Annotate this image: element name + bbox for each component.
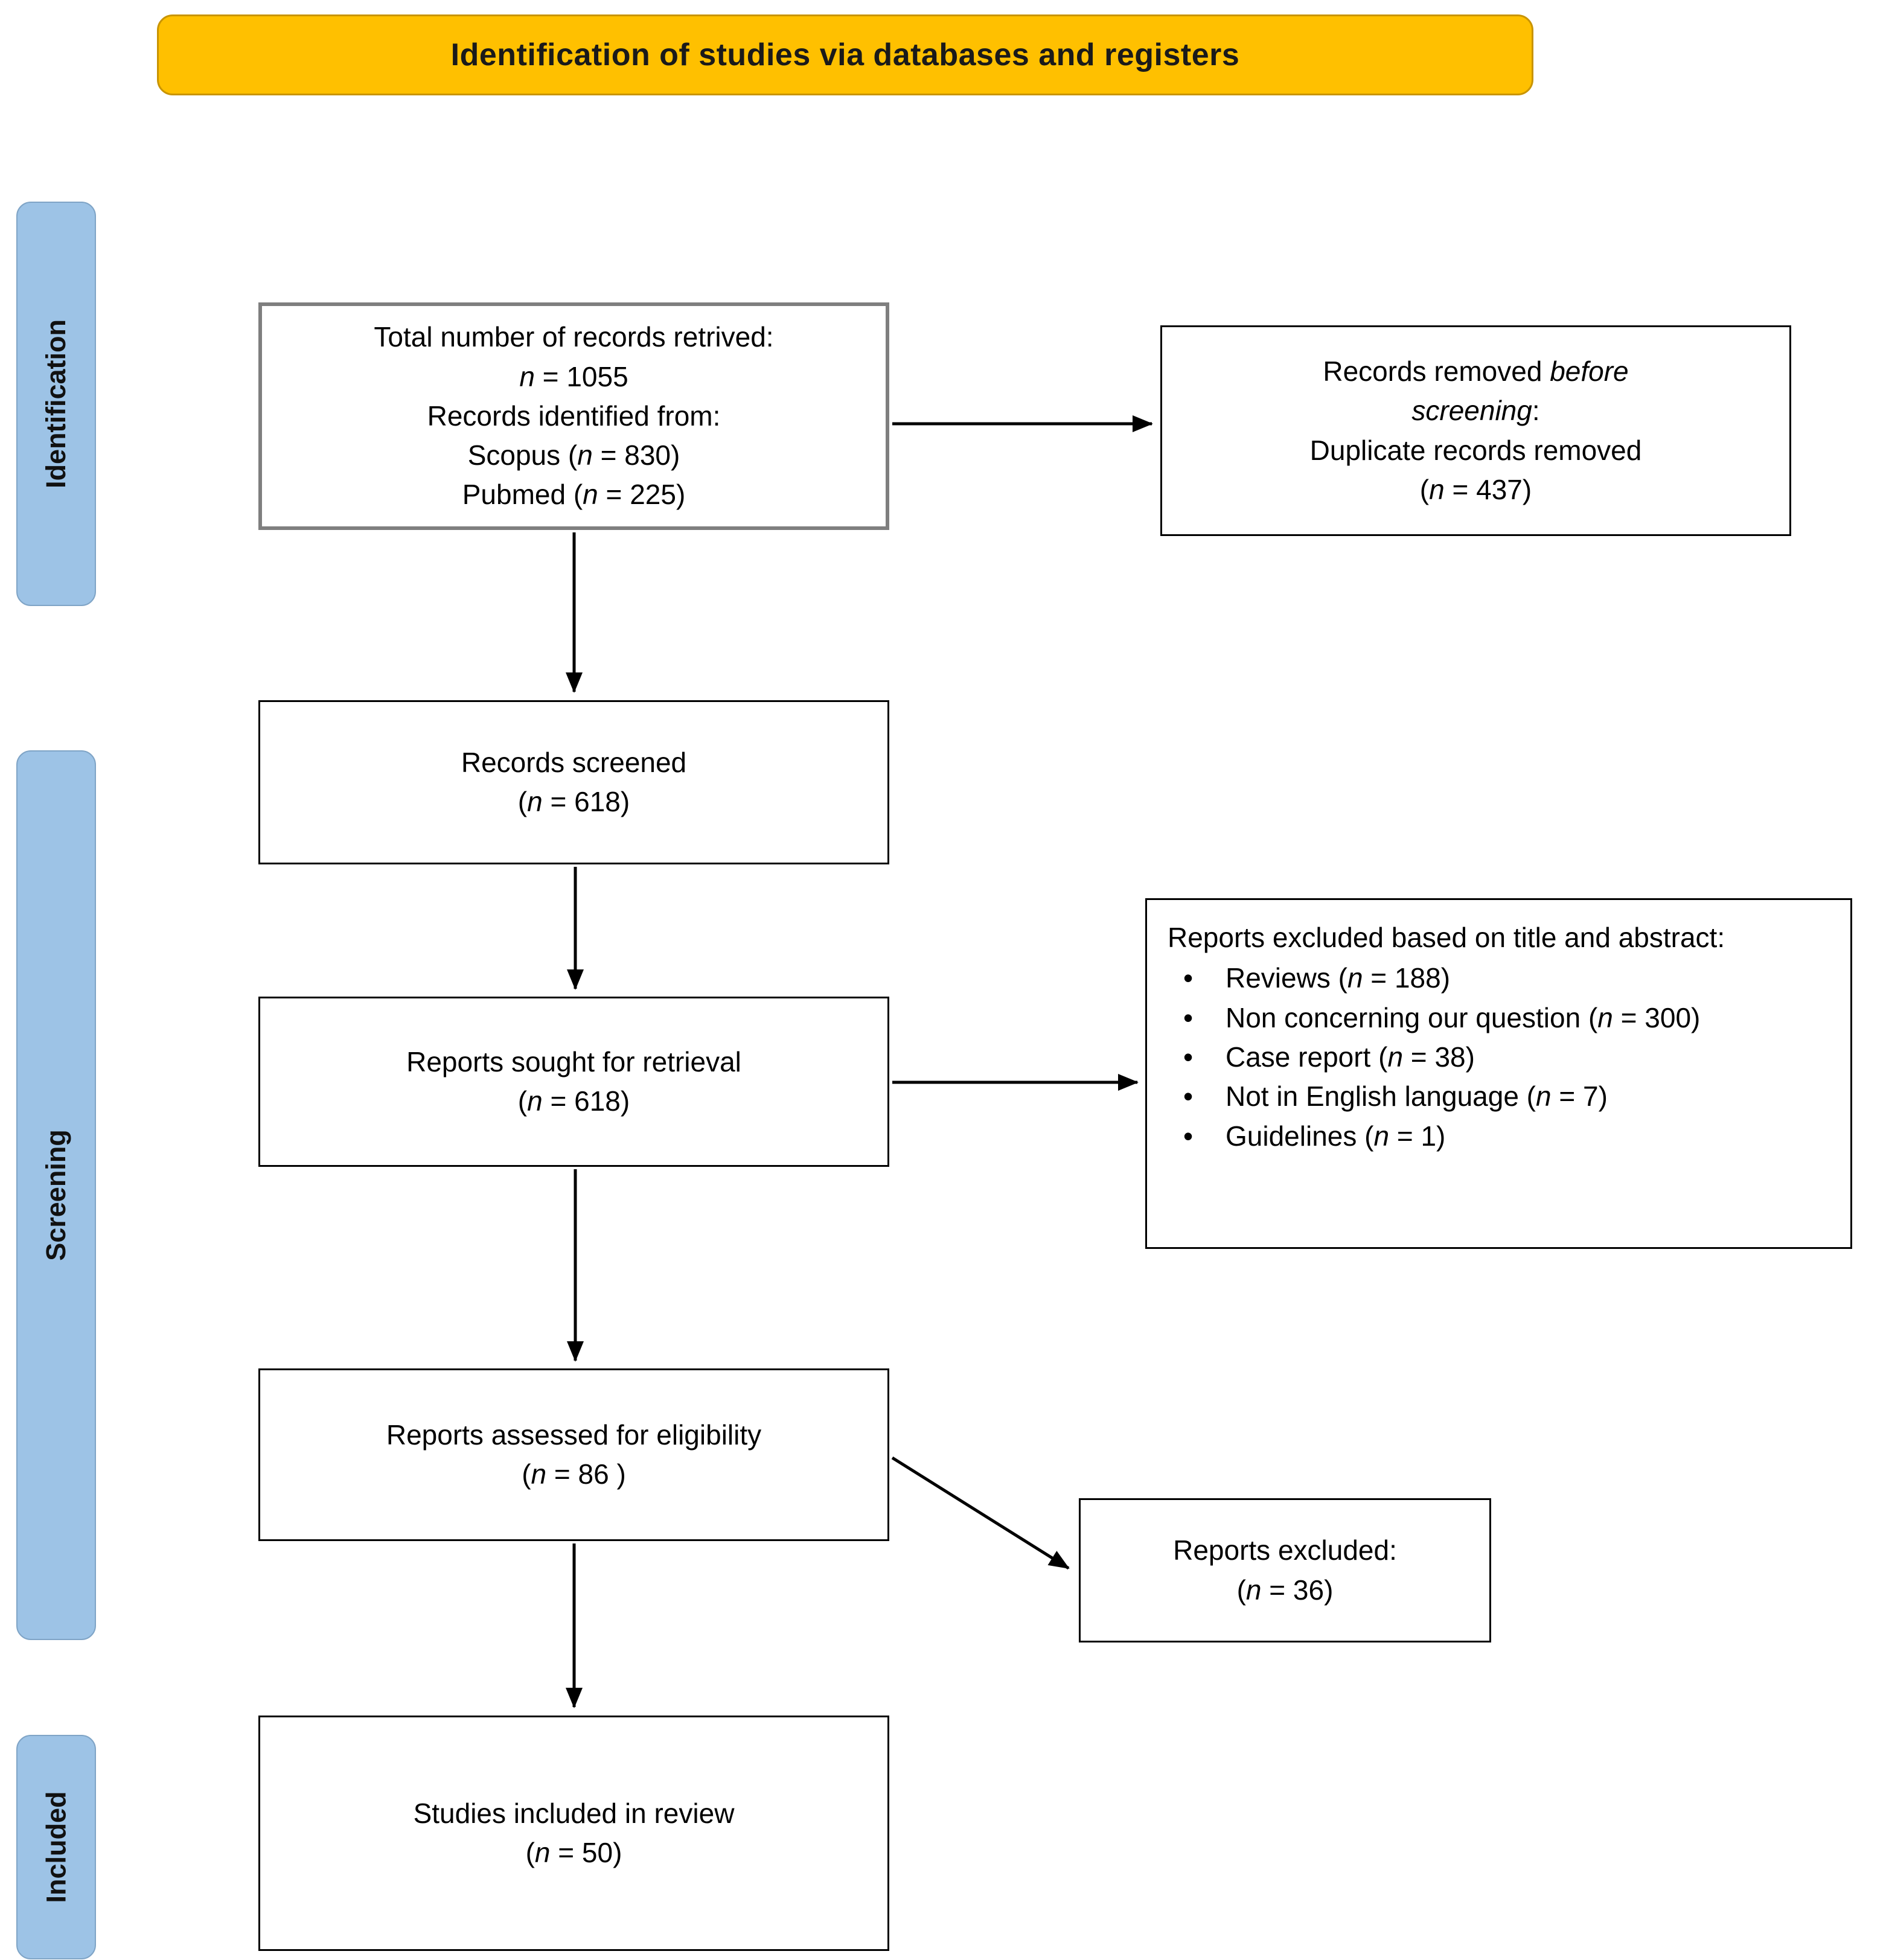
box-text-line: (n = 50) xyxy=(525,1837,622,1868)
excluded-reason-item: • Not in English language (n = 7) xyxy=(1168,1077,1700,1116)
box-text-line: (n = 618) xyxy=(517,1085,630,1117)
stage-label-screening xyxy=(16,750,96,1640)
box-text-line: Duplicate records removed xyxy=(1309,434,1642,466)
reports-excluded-eligibility-box xyxy=(1079,1498,1491,1642)
reports-excluded-screening-box xyxy=(1145,898,1852,1249)
box-text-line: (n = 86 ) xyxy=(522,1458,626,1490)
box-text-line: (n = 36) xyxy=(1236,1574,1334,1606)
box-text-line: Reports sought for retrieval xyxy=(406,1045,741,1077)
box-text-line: (n = 618) xyxy=(517,786,630,817)
box-heading: Reports excluded based on title and abstract: xyxy=(1168,922,1725,953)
box-text-line: screening: xyxy=(1411,395,1540,427)
box-text-line: Pubmed (n = 225) xyxy=(462,479,686,511)
records-removed-box xyxy=(1160,325,1791,536)
stage-label-text: Identification xyxy=(40,319,71,488)
stage-label-text: Screening xyxy=(40,1129,72,1261)
excluded-reason-item: • Guidelines (n = 1) xyxy=(1168,1117,1700,1156)
box-text-line: n = 1055 xyxy=(519,360,628,392)
stage-label-identification xyxy=(16,202,96,606)
reports-sought-box xyxy=(258,997,889,1167)
banner-title: Identification of studies via databases and registers xyxy=(450,37,1240,72)
records-screened-box xyxy=(258,700,889,864)
excluded-reason-item: • Non concerning our question (n = 300) xyxy=(1168,998,1700,1038)
box-text-line: Records screened xyxy=(461,746,687,778)
box-text-line: Records identified from: xyxy=(427,400,721,432)
banner xyxy=(157,14,1533,95)
excluded-reason-item: • Reviews (n = 188) xyxy=(1168,959,1700,998)
reports-assessed-box xyxy=(258,1368,889,1541)
excluded-reason-item: • Case report (n = 38) xyxy=(1168,1038,1700,1077)
box-text-line: Scopus (n = 830) xyxy=(467,439,680,471)
excluded-reasons-list xyxy=(1168,959,1700,1156)
box-text-line: Reports assessed for eligibility xyxy=(386,1419,762,1451)
box-text-line: (n = 437) xyxy=(1419,473,1532,505)
box-text-line: Total number of records retrived: xyxy=(374,321,774,353)
stage-label-text: Included xyxy=(40,1791,72,1903)
box-text-line: Reports excluded: xyxy=(1173,1534,1397,1566)
box-text-line: Studies included in review xyxy=(413,1797,735,1829)
stage-label-included xyxy=(16,1735,96,1959)
records-retrieved-box xyxy=(258,302,889,530)
studies-included-box xyxy=(258,1716,889,1951)
box-text-line: Records removed before xyxy=(1323,355,1629,387)
